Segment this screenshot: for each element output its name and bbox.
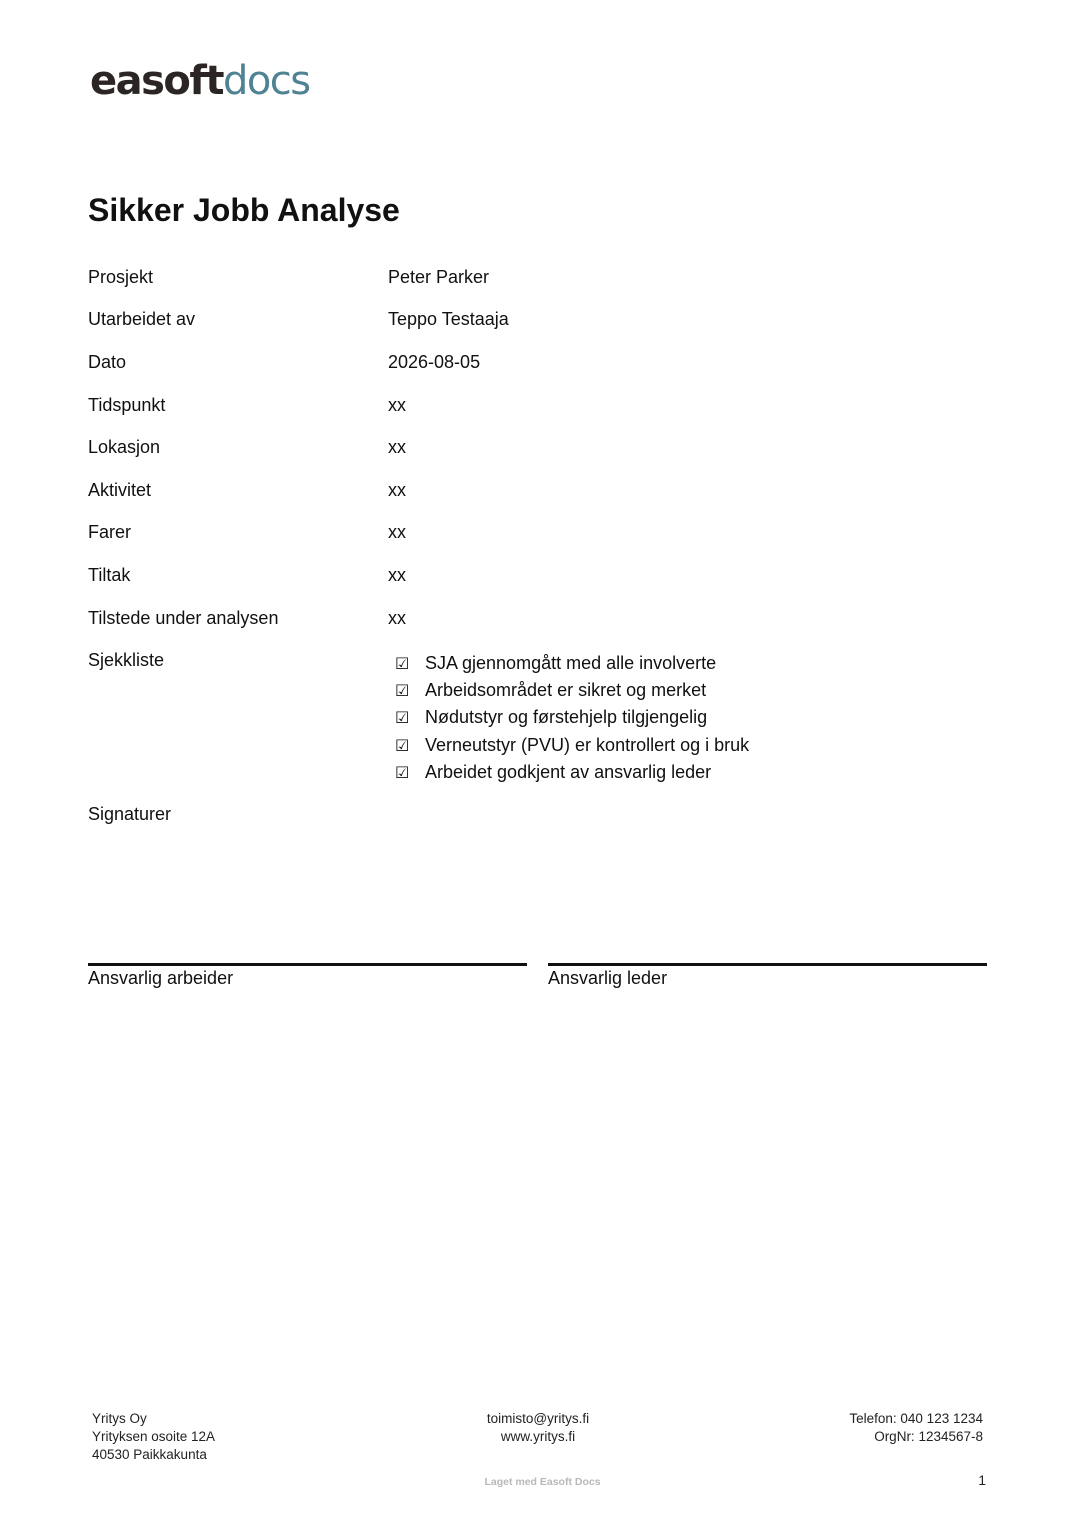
field-row-dato — [88, 349, 988, 375]
signature-label-worker: Ansvarlig arbeider — [88, 968, 234, 988]
field-value: xx — [388, 565, 406, 585]
footer-company-name: Yritys Oy — [92, 1411, 147, 1426]
field-label: Aktivitet — [88, 480, 152, 500]
field-row-aktivitet — [88, 477, 988, 503]
made-with-label: Laget med Easoft Docs — [484, 1476, 601, 1488]
page-number: 1 — [978, 1472, 986, 1488]
field-value: xx — [388, 522, 406, 542]
checklist-item-text: Arbeidsområdet er sikret og merket — [425, 680, 707, 701]
signatures-row — [88, 801, 988, 827]
field-label: Prosjekt — [88, 267, 154, 287]
checklist-label: Sjekkliste — [88, 650, 165, 670]
field-label: Tilstede under analysen — [88, 608, 279, 628]
field-value: Peter Parker — [388, 267, 490, 287]
signatures-label: Signaturer — [88, 804, 172, 824]
footer-website: www.yritys.fi — [500, 1429, 576, 1444]
field-row-tidspunkt — [88, 392, 988, 418]
field-row-prosjekt — [88, 264, 988, 290]
footer-contact-block — [418, 1410, 658, 1446]
footer-address: Yrityksen osoite 12A — [92, 1429, 216, 1444]
signature-label-leader: Ansvarlig leder — [548, 968, 668, 988]
footer-postal: 40530 Paikkakunta — [92, 1447, 207, 1462]
field-row-lokasjon — [88, 434, 988, 460]
footer-registration-block — [743, 1410, 983, 1446]
field-value: xx — [388, 437, 406, 457]
field-label: Lokasjon — [88, 437, 161, 457]
checklist-item-text: SJA gjennomgått med alle involverte — [425, 653, 717, 673]
field-label: Farer — [88, 522, 132, 542]
footer-company-block — [92, 1410, 215, 1464]
field-label: Tiltak — [88, 565, 131, 585]
checkbox-checked-icon: ☑ — [395, 762, 410, 782]
field-value: xx — [388, 480, 406, 500]
checklist-item-text: Verneutstyr (PVU) er kontrollert og i bruk — [425, 734, 750, 755]
field-label: Tidspunkt — [88, 395, 166, 415]
company-logo: easoftdocs — [90, 58, 310, 104]
field-row-tiltak — [88, 562, 988, 588]
checklist-item-text: Arbeidet godkjent av ansvarlig leder — [425, 761, 712, 782]
footer-phone: Telefon: 040 123 1234 — [849, 1411, 983, 1426]
checkbox-checked-icon: ☑ — [395, 681, 410, 701]
checkbox-checked-icon: ☑ — [395, 735, 410, 755]
field-value: xx — [388, 608, 406, 628]
field-value: Teppo Testaaja — [388, 309, 509, 329]
field-value: 2026-08-05 — [388, 352, 481, 372]
document-title: Sikker Jobb Analyse — [88, 192, 400, 228]
field-label: Dato — [88, 352, 127, 372]
field-label: Utarbeidet av — [88, 309, 196, 329]
field-row-utarbeidet-av — [88, 306, 988, 332]
footer-org-number: OrgNr: 1234567-8 — [874, 1429, 983, 1444]
footer-email: toimisto@yritys.fi — [486, 1411, 590, 1426]
checkbox-checked-icon: ☑ — [395, 654, 410, 673]
checklist-item-text: Nødutstyr og førstehjelp tilgjengelig — [425, 707, 708, 728]
checkbox-checked-icon: ☑ — [395, 708, 410, 728]
field-row-farer — [88, 519, 988, 545]
field-row-tilstede — [88, 605, 988, 631]
field-value: xx — [388, 395, 406, 415]
